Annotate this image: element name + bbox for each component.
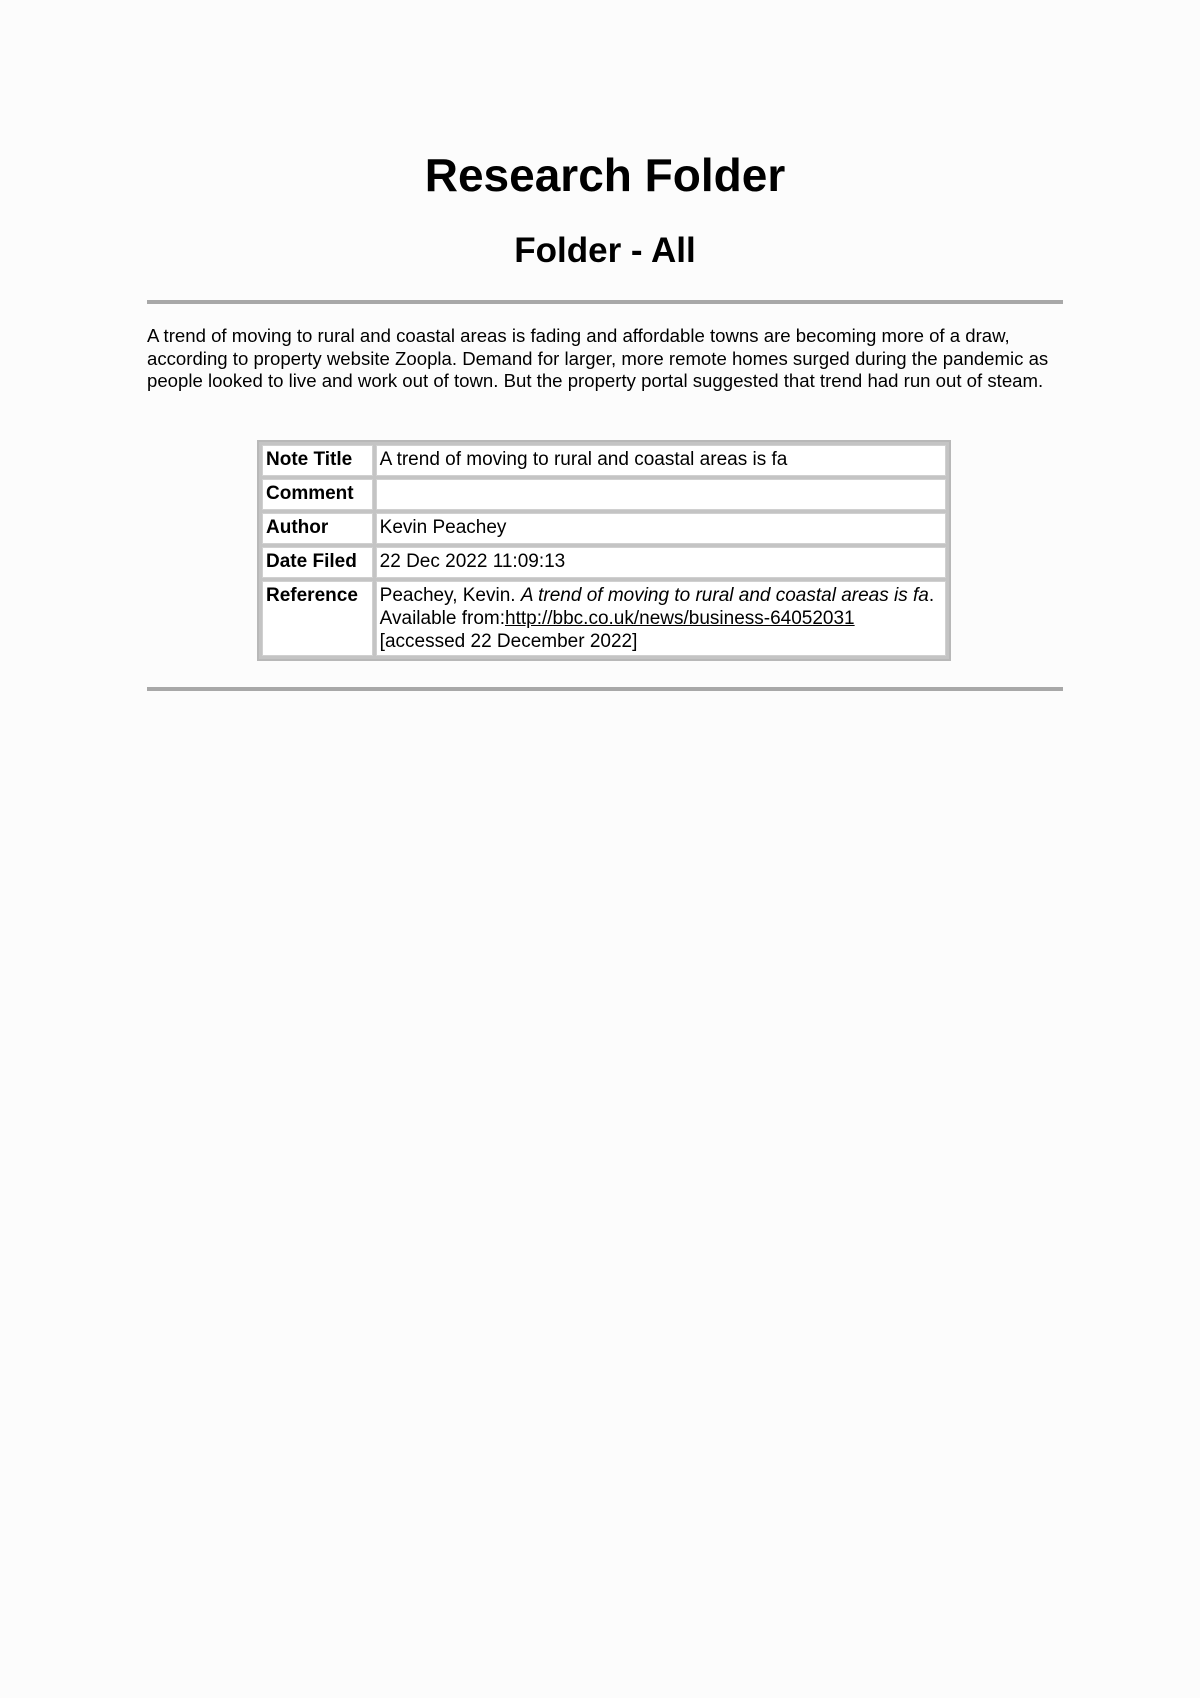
reference-value — [376, 581, 946, 656]
table-row-reference — [262, 581, 946, 656]
author-label: Author — [262, 513, 373, 544]
folder-subtitle: Folder - All — [514, 231, 696, 270]
date-filed-label: Date Filed — [262, 547, 373, 578]
bottom-divider — [147, 687, 1063, 691]
top-divider — [147, 300, 1063, 304]
note-details-table — [257, 440, 951, 661]
reference-accessed: [accessed 22 December 2022] — [379, 631, 638, 652]
reference-available-text: . Available from: — [379, 585, 935, 629]
date-filed-value: 22 Dec 2022 11:09:13 — [376, 547, 946, 578]
summary-paragraph: A trend of moving to rural and coastal areas is fading and affordable towns are becoming more of a draw, according to property website Zoopla. Demand for larger, more remote homes surged during the pandemic as people looked to live and work out of town. But the property portal suggested that trend had run out of steam. — [147, 325, 1049, 391]
note-title-value: A trend of moving to rural and coastal areas is fa — [376, 445, 946, 476]
table-row-note-title — [262, 445, 946, 476]
note-title-label: Note Title — [262, 445, 373, 476]
comment-label: Comment — [262, 479, 373, 510]
reference-link[interactable]: http://bbc.co.uk/news/business-64052031 — [505, 608, 855, 629]
comment-value — [376, 479, 946, 510]
reference-title: A trend of moving to rural and coastal areas is fa — [520, 585, 929, 606]
reference-label: Reference — [262, 581, 373, 656]
table-row-author — [262, 513, 946, 544]
reference-author: Peachey, Kevin. — [379, 585, 521, 606]
table-row-comment — [262, 479, 946, 510]
author-value: Kevin Peachey — [376, 513, 946, 544]
page-title: Research Folder — [424, 149, 786, 201]
table-row-date-filed — [262, 547, 946, 578]
